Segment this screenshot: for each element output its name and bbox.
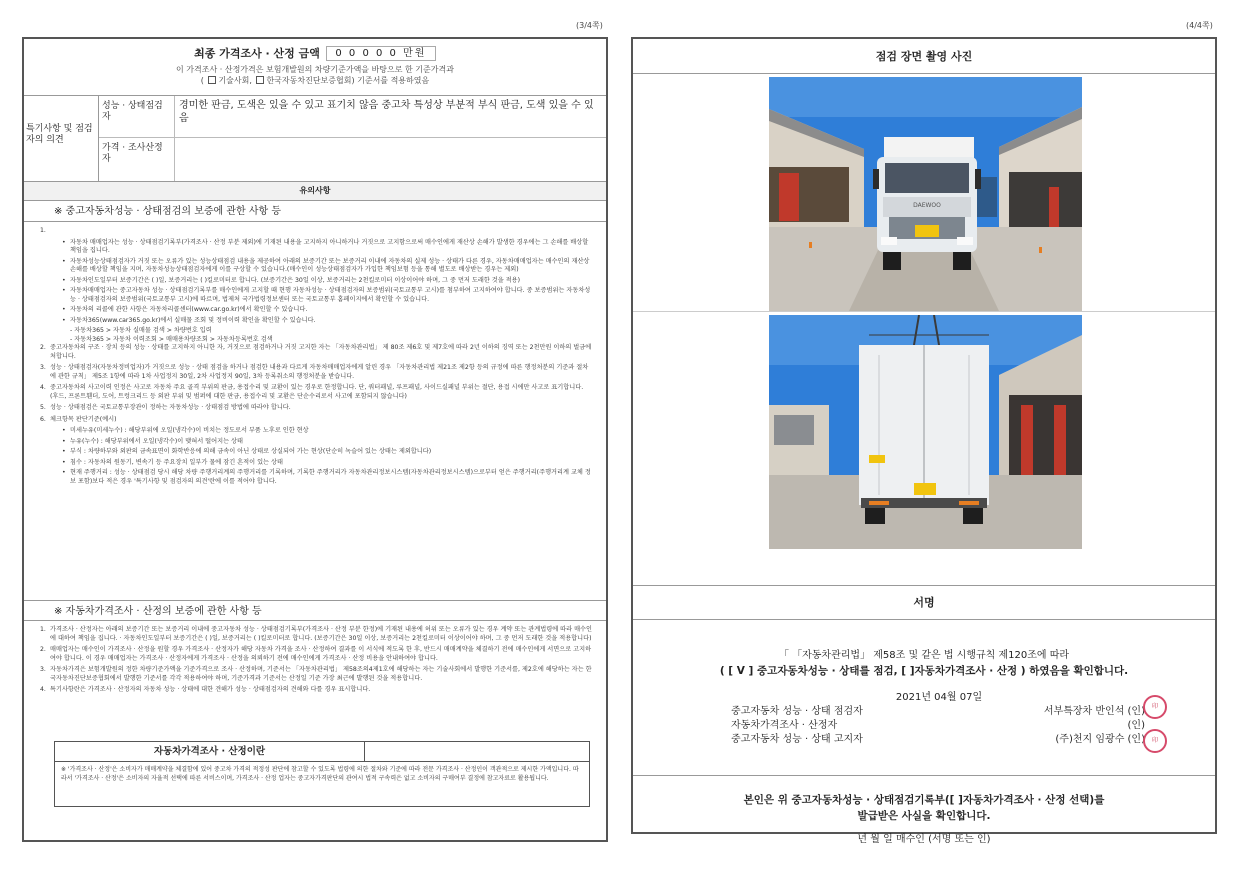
criteria-text: 부식 : 차량하부와 외판의 금속표면이 화학반응에 의해 금속이 아닌 상태로 상실되어 가는 현상(단순히 녹슬어 있는 상태는 제외합니다) [70, 448, 432, 455]
bullet-icon: • [62, 427, 66, 434]
notice-bullet [62, 239, 592, 256]
final-price-section [24, 39, 606, 96]
criteria-bullet [62, 459, 592, 468]
notice-number: 4. [40, 686, 46, 693]
notice-text: 매매업자는 매수인이 가격조사 · 산정을 원할 경우 가격조사 · 산정자가 해당 자동차 가격을 조사 · 산정하여 결과를 이 서식에 적도록 한 후, 반드시 매매계약을 체결하기 전에 매수인에게 서면으로 고지하여야 합니다. 이 경우 매매업자는 가격조사 · 산정자에게 가격조사 · 산정을 의뢰하기 전에 매수인에게 가격조사 · 산정 비용을 안내하여야 합니다. [50, 646, 592, 662]
notice-bullet [62, 317, 592, 326]
criteria-text: 누유(누수) : 해당부위에서 오일(냉각수)이 맺혀서 떨어지는 상태 [70, 437, 243, 445]
sign-date: 2021년 04월 07일 [895, 692, 983, 703]
notice-text: 자동차성능상태점검자가 거짓 또는 오류가 있는 성능상태점검 내용을 제공하여 아래의 보증기간 또는 보증거리 이내에 자동차의 실제 성능 · 상태가 다른 경우, 자동차매매업자는 매수인의 재산상 손해를 배상할 책임을 지며, 자동차성능상태점검자에게 이를 구상할 수 있습니다.(매수인이 성능상태점검자가 가입한 책임보험 등을 통해 별도로 배상받는 경우는 제외) [70, 257, 590, 273]
notice-text: 자동차가격은 보험개발원의 정한 차량기준가액을 기준가격으로 조사 · 산정하며, 기준서는 「자동차관리법」 제58조의4제1호에 해당하는 자는 기술사회에서 발행한 기준서를, 제2호에 해당하는 자는 한국자동차진단보증협회에서 발행한 기준서를 각각 적용하여야 하며, 기준가격과 기준서는 산정일 기준 가장 최근에 발행된 것을 적용합니다. [50, 666, 592, 682]
price-definition-text: ※ '가격조사 · 산정'은 소비자가 매매계약을 체결함에 있어 중고차 가격의 적정성 판단에 참고할 수 있도록 법령에 의한 절차와 기준에 따라 전문 가격조사 · 산정인이 객관적으로 제시한 가액입니다. 따라서 '가격조사 · 산정'은 소비자의 자율적 선택에 따른 서비스이며, 가격조사 · 산정 업자는 중고자가격판단의 관여시 법적 구속력은 없고 소비자의 구매여부 결정에 참고자료로 활용됩니다. [61, 766, 579, 782]
price-assessor-label: 가격 · 조사산정자 [99, 138, 175, 181]
photo-section-title: 점검 장면 촬영 사진 [633, 39, 1215, 74]
final-price-amount: 0 0 0 0 0 만원 [326, 46, 436, 61]
notice-text: 성능 · 상태점검은 국토교통부장관이 정하는 자동차성능 · 상태점검 방법에 따라야 합니다. [50, 404, 291, 411]
perf-inspector-label: 성능 · 상태점검자 [99, 96, 175, 137]
notice-bullet [62, 306, 592, 315]
notice-number: 2. [40, 344, 46, 351]
signer-name: 서부특장차 반인석 (인) [1043, 706, 1145, 717]
notice-text: 자동차인도일부터 보증기간은 ( )일, 보증거리는 ( )킬로미터로 합니다. (보증기간은 30일 이상, 보증거리는 2천킬로미터 이상이어야 하며, 그 중 먼저 도래한 것을 적용) [70, 276, 521, 284]
notice-number: 3. [40, 364, 46, 371]
price-definition-box [54, 741, 590, 807]
price-note: 이 가격조사 · 산정가격은 보험개발원의 차량기준가액을 바탕으로 한 기준가격과 ( 기술사회, 한국자동차진단보증협회) 기준서를 적용하였음 [176, 65, 454, 85]
notice-text: 성능 · 상태점검자(자동차정비업자)가 거짓으로 성능 · 상태 점검을 하거나 점검한 내용과 다르게 자동차매매업자에게 알린 경우 「자동차관리법 제21조 제2항 등의 규정에 따른 행정처분의 기준과 절차에 관한 규칙」 제5조 1항에 따라 1차 사업정지 30일, 2차 사업정지 90일, 3차 등록취소의 행정처분을 받습니다. [50, 364, 589, 380]
truck-rear-photo [769, 315, 1082, 549]
price-notice-item [40, 646, 592, 663]
bullet-icon: • [62, 276, 66, 284]
notice-bullet [62, 277, 592, 286]
notice-text: 체크항목 판단기준(예시) [50, 415, 117, 423]
signer-row [633, 705, 1215, 719]
criteria-bullet [62, 427, 592, 436]
notice-text: 중고자동차의 사고이력 인정은 사고로 자동차 주요 골격 부위의 판금, 용접수리 및 교환이 있는 경우로 한정합니다. 단, 쿼터패널, 루프패널, 사이드실패널 부위는 절단, 용접 시에만 사고로 표기합니다. (후드, 프론트휀더, 도어, 트렁크리드 등 외판 부위 및 범퍼에 대한 판금, 용접수리 및 교환은 단순수리로서 사고에 포함되지 않습니다) [50, 384, 584, 400]
price-notice-item [40, 626, 592, 643]
notice-item [40, 364, 592, 381]
price-assessor-opinion [175, 138, 606, 181]
notice-text: 자동차의 리콜에 관한 사항은 자동차리콜센터(www.car.go.kr)에서 확인할 수 있습니다. [70, 306, 308, 313]
caution-title: 유의사항 [24, 182, 606, 201]
page-number: (3/4쪽) [576, 21, 603, 30]
section-price-warranty-body [24, 621, 606, 741]
page-number: (4/4쪽) [1186, 21, 1213, 30]
criteria-bullet [62, 438, 592, 447]
notice-text: 특기사항란은 가격조사 · 산정자의 자동차 성능 · 상태에 대한 견해가 성능 · 상태점검자의 견해와 다를 경우 표시합니다. [50, 686, 371, 693]
notice-item [40, 416, 592, 425]
section-price-warranty-title: ※ 자동차가격조사 · 산정의 보증에 관한 사항 등 [24, 600, 606, 621]
notice-bullet [62, 258, 592, 275]
signer-role: 자동차가격조사 · 산정자 [731, 720, 838, 731]
criteria-bullet [62, 469, 592, 486]
signer-name: (주)천지 임광수 (인) [1055, 734, 1145, 745]
page-4 [631, 37, 1217, 845]
bullet-icon: • [62, 437, 66, 445]
seal-stamp-icon: 印 [1143, 729, 1167, 753]
notice-subline: - 자동차365 > 자동차 실매물 검색 > 차량번호 입력 [70, 327, 212, 334]
criteria-text: 침수 : 자동차의 원동기, 변속기 등 주요장치 일부가 물에 잠긴 흔적이 있는 상태 [70, 458, 283, 466]
signer-name: (인) [1127, 720, 1145, 731]
notice-text: 자동차365(www.car365.go.kr)에서 실매물 조회 및 정비이력 확인을 확인할 수 있습니다. [70, 316, 316, 324]
notice-item [40, 344, 592, 361]
bullet-icon: • [62, 458, 66, 466]
special-notes-label: 특기사항 및 점검자의 의견 [24, 96, 99, 181]
inspection-photos [633, 74, 1215, 586]
notice-number: 6. [40, 415, 46, 423]
criteria-bullet [62, 448, 592, 457]
bullet-icon: • [62, 316, 66, 324]
bullet-icon: • [62, 238, 66, 246]
notice-text: 자동차매매업자는 중고자동차 성능 · 상태점검기록부를 매수인에게 고지할 때 현행 자동차성능 · 상태점검자의 보증범위(국토교통부 고시)를 첨부하여 고지하여야 합니다. 중 보증범위는 자동차성능 · 상태점검자의 보증범위(국토교통부 고시)에 따르며, 법제처 국가법령정보센터 또는 국토교통부 홈페이지에서 확인할 수 있습니다. [70, 287, 591, 303]
bullet-icon: • [62, 257, 66, 265]
signer-role: 중고자동차 성능 · 상태 고지자 [731, 734, 863, 745]
notice-item [40, 384, 592, 401]
page-3 [22, 37, 608, 842]
price-notice-item [40, 686, 592, 695]
notice-number: 4. [40, 384, 46, 391]
notice-subline: - 자동차365 > 자동차 이력조회 > 매매용차량조회 > 자동차등록번호 검색 [70, 335, 273, 343]
svg-text:DAEWOO: DAEWOO [913, 202, 941, 209]
section-performance-warranty-title: ※ 중고자동차성능 · 상태점검의 보증에 관한 사항 등 [24, 201, 606, 222]
price-definition-title: 자동차가격조사 · 산정이란 [55, 742, 365, 761]
notice-bullet [62, 287, 592, 304]
signer-row [633, 733, 1215, 747]
final-price-title: 최종 가격조사 · 산정 금액 [194, 47, 320, 60]
price-notice-item [40, 666, 592, 683]
notice-text: 가격조사 · 산정자는 아래의 보증기간 또는 보증거리 이내에 중고자동차 성능 · 상태점검기록부(가격조사 · 산정 부분 한정)에 기재된 내용에 허위 또는 오류가 있는 경우 계약 또는 관계법령에 따라 매수인에 대하여 책임을 집니다. · 자동차인도일부터 보증기간은 ( )일, 보증거리는 ( )킬로미터로 합니다. (보증기간은 30일 이상, 보증거리는 2천킬로미터 이상이어야 하며, 그 중 먼저 도래한 것을 적용합니다) [50, 626, 592, 642]
notice-number: 3. [40, 666, 46, 673]
bullet-icon: • [62, 448, 66, 455]
notice-number: 2. [40, 646, 46, 653]
notice-item [40, 404, 592, 413]
signer-row [633, 719, 1215, 733]
checkbox-icon [256, 76, 264, 84]
truck-front-photo [769, 77, 1082, 311]
inspection-confirmation: ( [ V ] 중고자동차성능 · 상태를 점검, [ ]자동차가격조사 · 산정 ) 하였음을 확인합니다. [719, 665, 1129, 677]
notice-number: 1. [40, 626, 46, 633]
checkbox-icon [208, 76, 216, 84]
buyer-receipt: 본인은 위 중고자동차성능 · 상태점검기록부([ ]자동차가격조사 · 산정 선택)를 발급받은 사실을 확인합니다. 년 월 일 매수인 (서명 또는 인) [743, 794, 1105, 845]
bullet-icon: • [62, 306, 66, 313]
signer-role: 중고자동차 성능 · 상태 점검자 [731, 706, 863, 717]
criteria-text: 현재 주행거리 : 성능 · 상태점검 당시 해당 차량 주행거리계의 주행거리를 기록하며, 기록한 주행거리가 자동차관리정보시스템(자동차관리정보시스템)으로부터 얻은 주행거리(주행거리계 교체 정보 포함)보다 적은 경우 '특기사항 및 점검자의 의견'란에 이를 적어야 합니다. [70, 469, 591, 485]
bullet-icon: • [62, 469, 66, 476]
special-notes-section [24, 96, 606, 182]
criteria-text: 미세누유(미세누수) : 해당부위에 오일(냉각수)이 비치는 정도로서 부품 노후로 인한 현상 [70, 427, 309, 434]
perf-inspector-opinion: 경미한 판금, 도색은 있을 수 있고 표기치 않음 중고차 특성상 부분적 부식 판금, 도색 있을 수 있음 [179, 100, 594, 124]
seal-stamp-icon: 印 [1143, 695, 1167, 719]
bullet-icon: • [62, 287, 66, 294]
notice-number: 5. [40, 404, 46, 411]
notice-text: 중고자동차의 구조 · 장치 등의 성능 · 상태를 고지하지 아니한 자, 거짓으로 점검하거나 거짓 고지한 자는 「자동차관리법」 제 80조 제6호 및 제7호에 따라 2년 이하의 징역 또는 2천만원 이하의 벌금에 처합니다. [50, 344, 592, 360]
law-reference: 「 「자동차관리법」 제58조 및 같은 법 시행규칙 제120조에 따라 [778, 650, 1070, 661]
section-performance-warranty-body: 1. • 자동차 매매업자는 성능 · 상태점검기록부(가격조사 · 산정 부분 제외)에 기재된 내용을 고지하지 아니하거나 거짓으로 고지함으로써 매수인에게 재산상 손해가 발생한 경우에는 그 손해를 배상할 책임을 집니다. • 자동차성능상태점검자가 거짓 또는 오류가 있는 성능상태점검 내용을 제공하여 아래의 보증기간 또는 보증거리 이내에 자동차의 실제 성능 · 상태가 다른 경우, 자동차매매업자는 매수인의 재산상 손해를 배상할 책임을 지며, 자동차성능상태점검자에게 이를 구상할 수 있습니다.(매수인이 성능상태점검자가 가입한 책임보험 등을 통해 별도로 배상받는 경우는 제외) • 자동차인도일부터 보증기간은 ( )일, 보증거리는 ( )킬로미터로 합니다. (보증기간은 30일 이상, 보증거리는 2천킬로미터 이상이어야 하며, 그 중 먼저 도래한 것을 적용) • 자동차매매업자는 중고자동차 성능 · 상태점검기록부를 매수인에게 고지할 때 현행 자동차성능 · 상태점검자의 보증범위(국토교통부 고시)를 첨부하여 고지하여야 합니다. 중 보증범위는 자동차성능 · 상태점검자의 보증범위(국토교통부 고시)에 따르며, 법제처 국가법령정보센터 또는 국토교통부 홈페이지에서 확인할 수 있습니다. • 자동차의 리콜에 관한 사항은 자동차리콜센터(www.car.go.kr)에서 확인할 수 있습니다. • 자동차365(www.car365.go.kr)에서 실매물 조회 및 정비이력 확인을 확인할 수 있습니다. - 자동차365 > 자동차 실매물 검색 > 차량번호 입력 - 자동차365 > 자동차 이력조회 > 매매용차량조회 > 자동차등록번호 검색 2. 중고자동차의 구조 · 장치 등의 성능 · 상태를 고지하지 아니한 자, 거짓으로 점검하거나 거짓 고지한 자는 「자동차관리법」 제 80조 제6호 및 제7호에 따라 2년 이하의 징역 또는 2천만원 이하의 벌금에 처합니다. 3. 성능 · 상태점검자(자동차정비업자)가 거짓으로 성능 · 상태 점검을 하거나 점검한 내용과 다르게 자동차매매업자에게 알린 경우 「자동차관리법 제21조 제2항 등의 규정에 따른 행정처분의 기준과 절차에 관한 규칙」 제5조 1항에 따라 1차 사업정지 30일, 2차 사업정지 90일, 3차 등록취소의 행정처분을 받습니다. 4. 중고자동차의 사고이력 인정은 사고로 자동차 주요 골격 부위의 판금, 용접수리 및 교환이 있는 경우로 한정합니다. 단, 쿼터패널, 루프패널, 사이드실패널 부위는 절단, 용접 시에만 사고로 표기합니다. (후드, 프론트휀더, 도어, 트렁크리드 등 외판 부위 및 범퍼에 대한 판금, 용접수리 및 교환은 단순수리로서 사고에 포함되지 않습니다) 5. 성능 · 상태점검은 국토교통부장관이 정하는 자동차성능 · 상태점검 방법에 따라야 합니다. 6. 체크항목 판단기준(예시) • 미세누유(미세누수) : 해당부위에 오일(냉각수)이 비치는 정도로서 부품 노후로 인한 현상 • 누유(누수) : 해당부위에서 오일(냉각수)이 맺혀서 떨어지는 상태 • 부식 : 차량하부와 외판의 금속표면이 화학반응에 의해 금속이 아닌 상태로 상실되어 가는 현상(단순히 녹슬어 있는 상태는 제외합니다) • 침수 : 자동차의 원동기, 변속기 등 주요장치 일부가 물에 잠긴 흔적이 있는 상태 • 현재 주행거리 : 성능 · 상태점검 당시 해당 차량 주행거리계의 주행거리를 기록하며, 기록한 주행거리가 자동차관리정보시스템(자동차관리정보시스템)으로부터 얻은 주행거리(주행거리계 교체 정보 포함)보다 적은 경우 '특기사항 및 점검자의 의견'란에 이를 적어야 합니다. [40, 227, 592, 485]
notice-text: 자동차 매매업자는 성능 · 상태점검기록부(가격조사 · 산정 부분 제외)에 기재된 내용을 고지하지 아니하거나 거짓으로 고지함으로써 매수인에게 재산상 손해가 발생한 경우에는 그 손해를 배상할 책임을 집니다. [70, 238, 589, 254]
signature-title: 서명 [633, 586, 1215, 620]
signature-section [633, 620, 1215, 776]
